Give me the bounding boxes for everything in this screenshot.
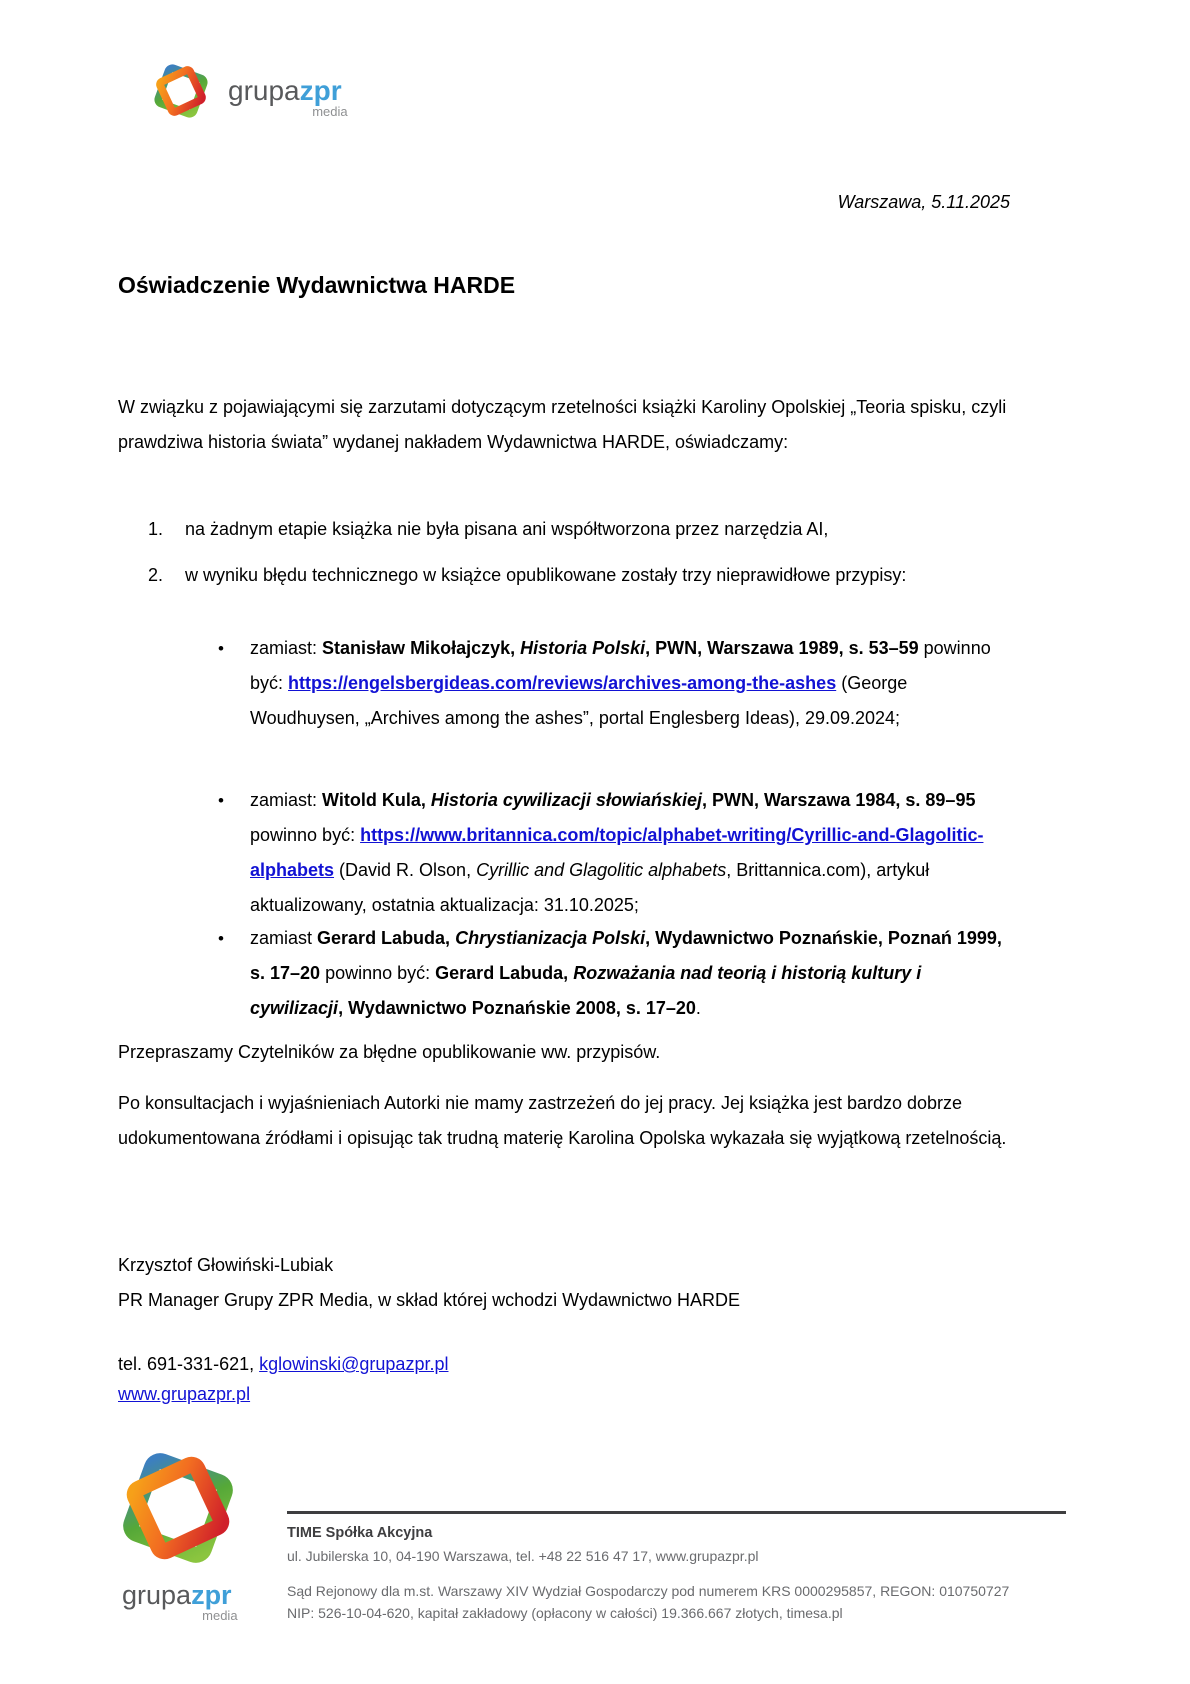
numbered-item-2 xyxy=(148,558,975,593)
text-segment: powinno być: xyxy=(250,638,991,693)
text-segment: , PWN, Warszawa 1989, s. 53–59 xyxy=(645,638,919,658)
bullet-text xyxy=(250,783,1010,923)
item-text: w wyniku błędu technicznego w książce opublikowane zostały trzy nieprawidłowe przypisy: xyxy=(185,565,907,585)
text-segment: zamiast: xyxy=(250,790,323,810)
signature-block xyxy=(118,1248,740,1318)
signature-name: Krzysztof Głowiński-Lubiak xyxy=(118,1255,334,1275)
text-segment: tel. 691-331-621, xyxy=(118,1354,260,1374)
assessment-paragraph: Po konsultacjach i wyjaśnieniach Autorki nie mamy zastrzeżeń do jej pracy. Jej książka jest bardzo dobrze udokumentowana źródłami i opisując tak trudną materię Karolina Opolska wykazała się wyjątkową rzetelnością. xyxy=(118,1093,1007,1148)
date-line: Warszawa, 5.11.2025 xyxy=(837,192,1010,212)
logo-word-media: media xyxy=(202,1608,238,1623)
website-link[interactable]: www.grupazpr.pl xyxy=(118,1384,251,1404)
contact-block xyxy=(118,1349,448,1409)
apology-paragraph: Przepraszamy Czytelników za błędne opublikowanie ww. przypisów. xyxy=(118,1042,661,1062)
text-segment: zamiast: xyxy=(250,638,323,658)
bullet-text xyxy=(250,921,1010,1026)
text-segment: Cyrillic and Glagolitic alphabets xyxy=(476,860,727,880)
citation-link-engelsberg[interactable]: https://engelsbergideas.com/reviews/archives-among-the-ashes xyxy=(288,673,837,693)
text-segment: Witold Kula, xyxy=(322,790,431,810)
grupa-zpr-logo-icon xyxy=(114,1444,242,1572)
logo-wordmark xyxy=(228,75,348,119)
text-segment: zamiast xyxy=(250,928,318,948)
text-segment: powinno być: xyxy=(250,825,361,845)
text-segment: (David R. Olson, xyxy=(334,860,477,880)
logo-word-grupa: grupa xyxy=(228,75,300,106)
contact-website-line xyxy=(118,1379,448,1409)
text-segment: (George Woudhuysen, „Archives among the ashes”, portal Englesberg Ideas), 29.09.2024; xyxy=(250,673,908,728)
text-segment: Rozważania nad teorią i historią kultury i cywilizacji xyxy=(250,963,922,1018)
email-link[interactable]: kglowinski@grupazpr.pl xyxy=(259,1354,449,1374)
signature-role: PR Manager Grupy ZPR Media, w skład której wchodzi Wydawnictwo HARDE xyxy=(118,1290,741,1310)
text-segment: Historia Polski xyxy=(520,638,646,658)
item-number: 1. xyxy=(148,519,164,539)
text-segment: powinno być: xyxy=(320,963,436,983)
bullet-icon: • xyxy=(218,791,224,810)
text-segment: Historia cywilizacji słowiańskiej xyxy=(430,790,702,810)
logo-word-zpr: zpr xyxy=(299,75,342,106)
bullet-text xyxy=(250,631,1010,736)
item-text: na żadnym etapie książka nie była pisana ani współtworzona przez narzędzia AI, xyxy=(185,519,829,539)
item-number: 2. xyxy=(148,565,164,585)
text-segment: Gerard Labuda, xyxy=(317,928,456,948)
footer-info xyxy=(287,1522,1009,1624)
footer-company-name: TIME Spółka Akcyjna xyxy=(287,1525,433,1541)
footer-address: ul. Jubilerska 10, 04-190 Warszawa, tel. +48 22 516 47 17, www.grupazpr.pl xyxy=(287,1548,759,1564)
bullet-item-1 xyxy=(218,631,1010,736)
text-segment: Stanisław Mikołajczyk, xyxy=(322,638,521,658)
logo-word-grupa: grupa xyxy=(122,1580,192,1610)
footer-registry: Sąd Rejonowy dla m.st. Warszawy XIV Wydział Gospodarczy pod numerem KRS 0000295857, REGON: 010750727 xyxy=(287,1583,1010,1599)
bullet-item-3 xyxy=(218,921,1010,1026)
footer-logo xyxy=(114,1444,242,1623)
intro-paragraph: W związku z pojawiającymi się zarzutami dotyczącym rzetelności książki Karoliny Opolskiej „Teoria spisku, czyli prawdziwa historia świata” wydanej nakładem Wydawnictwa HARDE, oświadczamy: xyxy=(118,397,1007,452)
logo-wordmark xyxy=(122,1580,238,1623)
text-segment: , Brittannica.com), artykuł aktualizowany, ostatnia aktualizacja: 31.10.2025; xyxy=(250,860,930,915)
text-segment: , PWN, Warszawa 1984, s. 89–95 xyxy=(701,790,976,810)
header-logo xyxy=(150,60,348,122)
text-segment: , Wydawnictwo Poznańskie 2008, s. 17–20 xyxy=(338,998,696,1018)
numbered-item-1 xyxy=(148,512,975,547)
contact-phone-line xyxy=(118,1349,448,1379)
text-segment: Chrystianizacja Polski xyxy=(455,928,646,948)
bullet-icon: • xyxy=(218,929,224,948)
bullet-icon: • xyxy=(218,639,224,658)
text-segment: , Wydawnictwo Poznańskie, Poznań 1999, s. 17–20 xyxy=(250,928,1002,983)
footer-separator xyxy=(287,1511,1066,1514)
text-segment: Gerard Labuda, xyxy=(435,963,574,983)
bullet-item-2 xyxy=(218,783,1010,923)
logo-word-media: media xyxy=(312,104,348,119)
grupa-zpr-logo-icon xyxy=(150,60,212,122)
footer-nip: NIP: 526-10-04-620, kapitał zakładowy (opłacony w całości) 19.366.667 złotych, timesa.pl xyxy=(287,1605,843,1621)
citation-link-britannica[interactable]: https://www.britannica.com/topic/alphabet-writing/Cyrillic-and-Glagolitic-alphabets xyxy=(250,825,984,880)
logo-word-zpr: zpr xyxy=(191,1580,232,1610)
document-title: Oświadczenie Wydawnictwa HARDE xyxy=(118,272,516,298)
text-segment: . xyxy=(695,998,701,1018)
